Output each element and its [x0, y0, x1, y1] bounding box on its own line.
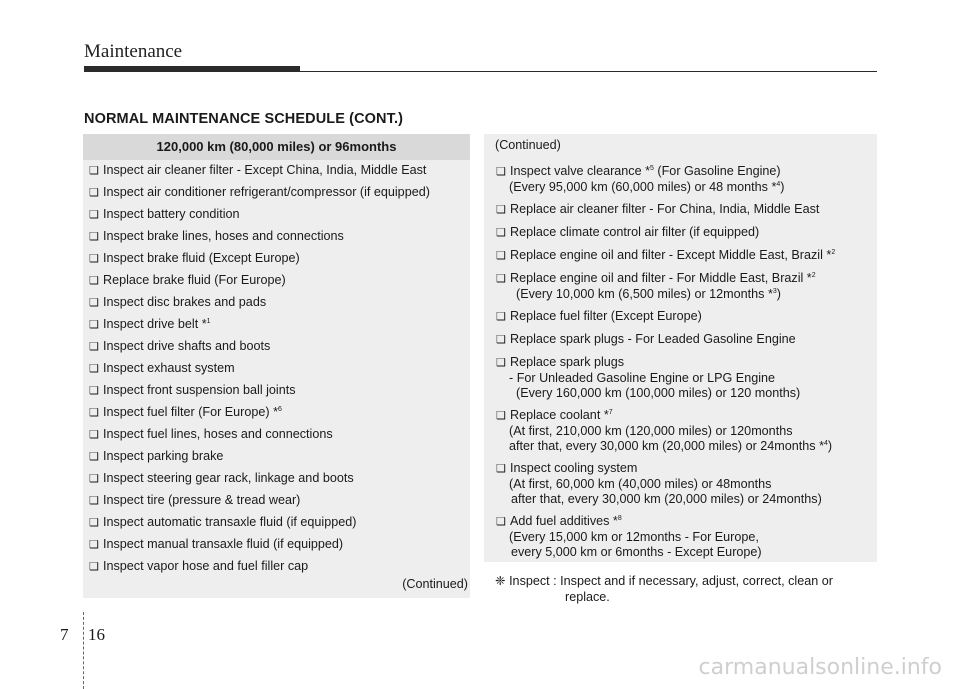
list-item: ❑ Inspect valve clearance *$^5$ (For Gasoline Engine) (Every 95,000 km (60,000 miles) or 48 months *$^4$) — [496, 164, 785, 194]
list-item — [89, 361, 467, 383]
list-item: ❑ Replace air cleaner filter - For China, India, Middle East — [496, 202, 820, 216]
checkbox-icon: ❑ — [496, 516, 506, 528]
checkbox-icon: ❑ — [89, 363, 99, 375]
checkbox-icon: ❑ — [89, 561, 99, 573]
checkbox-icon: ❑ — [496, 227, 506, 239]
note-symbol-icon: ❈ — [495, 574, 506, 588]
checkbox-icon: ❑ — [496, 273, 506, 285]
item-text: Inspect automatic transaxle fluid (if equipped) — [103, 515, 357, 529]
list-item: ❑ Replace spark plugs - For Unleaded Gasoline Engine or LPG Engine (Every 160,000 km (100,000 miles) or 120 months) — [496, 355, 801, 400]
left-continued-label: (Continued) — [402, 577, 468, 591]
list-item — [89, 295, 467, 317]
checkbox-icon: ❑ — [496, 357, 506, 369]
list-item — [89, 185, 467, 207]
list-item — [89, 515, 467, 537]
checkbox-icon: ❑ — [89, 385, 99, 397]
list-item: ❑ Replace engine oil and filter - Except Middle East, Brazil *$^2$ — [496, 248, 836, 262]
checkbox-icon: ❑ — [496, 410, 506, 422]
list-item — [89, 383, 467, 405]
list-item: ❑ Replace climate control air filter (if equipped) — [496, 225, 760, 239]
left-item-list — [89, 163, 467, 581]
checkbox-icon: ❑ — [89, 209, 99, 221]
inspect-note: ❈ Inspect : Inspect and if necessary, adjust, correct, clean or replace. — [495, 574, 833, 604]
item-text: Inspect steering gear rack, linkage and boots — [103, 471, 354, 485]
item-text: Inspect parking brake — [103, 449, 224, 463]
list-item — [89, 163, 467, 185]
checkbox-icon: ❑ — [89, 297, 99, 309]
list-item — [89, 251, 467, 273]
checkbox-icon: ❑ — [496, 334, 506, 346]
list-item — [89, 471, 467, 493]
list-item: ❑ Replace fuel filter (Except Europe) — [496, 309, 702, 323]
footer-divider — [83, 612, 84, 689]
checkbox-icon: ❑ — [89, 473, 99, 485]
list-item: ❑ Replace coolant *$^7$ (At first, 210,000 km (120,000 miles) or 120months after that, every 30,000 km (20,000 miles) or 24months *$^4$) — [496, 408, 833, 453]
list-item — [89, 449, 467, 471]
checkbox-icon: ❑ — [89, 231, 99, 243]
checkbox-icon: ❑ — [89, 341, 99, 353]
right-continued-label: (Continued) — [495, 138, 561, 152]
item-text: Inspect fuel lines, hoses and connections — [103, 427, 333, 441]
checkbox-icon: ❑ — [89, 165, 99, 177]
item-text: Inspect tire (pressure & tread wear) — [103, 493, 301, 507]
item-text: Inspect drive belt * — [103, 317, 207, 331]
checkbox-icon: ❑ — [496, 250, 506, 262]
checkbox-icon: ❑ — [89, 407, 99, 419]
checkbox-icon: ❑ — [89, 539, 99, 551]
footnote-ref: 6 — [277, 406, 282, 413]
watermark: carmanualsonline.info — [698, 655, 942, 680]
item-text: Inspect battery condition — [103, 207, 240, 221]
list-item — [89, 537, 467, 559]
page-number: 16 — [88, 625, 105, 644]
checkbox-icon: ❑ — [89, 429, 99, 441]
interval-header: 120,000 km (80,000 miles) or 96months — [83, 134, 470, 160]
list-item: ❑ Inspect cooling system (At first, 60,000 km (40,000 miles) or 48months after that, every 30,000 km (20,000 miles) or 24months) — [496, 461, 822, 506]
item-text: Inspect disc brakes and pads — [103, 295, 267, 309]
list-item — [89, 405, 467, 427]
checkbox-icon: ❑ — [496, 204, 506, 216]
schedule-heading: NORMAL MAINTENANCE SCHEDULE (CONT.) — [84, 111, 404, 127]
checkbox-icon: ❑ — [89, 253, 99, 265]
checkbox-icon: ❑ — [89, 187, 99, 199]
list-item: ❑ Add fuel additives *$^8$ (Every 15,000 km or 12months - For Europe, every 5,000 km or 6months - Except Europe) — [496, 514, 762, 559]
list-item — [89, 207, 467, 229]
right-item-list — [496, 164, 874, 567]
item-text: Inspect brake lines, hoses and connections — [103, 229, 344, 243]
list-item — [89, 339, 467, 361]
header-rule-thick — [84, 66, 300, 72]
list-item: ❑ Replace spark plugs - For Leaded Gasoline Engine — [496, 332, 796, 346]
section-title: Maintenance — [84, 41, 183, 62]
item-text: Replace brake fluid (For Europe) — [103, 273, 286, 287]
checkbox-icon: ❑ — [89, 495, 99, 507]
list-item — [89, 427, 467, 449]
checkbox-icon: ❑ — [89, 275, 99, 287]
list-item — [89, 273, 467, 295]
chapter-number: 7 — [60, 625, 69, 644]
item-text: Inspect air conditioner refrigerant/compressor (if equipped) — [103, 185, 430, 199]
item-text: Inspect brake fluid (Except Europe) — [103, 251, 300, 265]
checkbox-icon: ❑ — [496, 311, 506, 323]
list-item: ❑ Replace engine oil and filter - For Middle East, Brazil *$^2$ (Every 10,000 km (6,500 miles) or 12months *$^3$) — [496, 271, 816, 301]
checkbox-icon: ❑ — [89, 319, 99, 331]
checkbox-icon: ❑ — [89, 517, 99, 529]
list-item — [89, 229, 467, 251]
item-text: Inspect exhaust system — [103, 361, 235, 375]
item-text: Inspect air cleaner filter - Except China, India, Middle East — [103, 163, 427, 177]
item-text: Inspect fuel filter (For Europe) * — [103, 405, 278, 419]
item-text: Inspect vapor hose and fuel filler cap — [103, 559, 309, 573]
checkbox-icon: ❑ — [89, 451, 99, 463]
list-item — [89, 317, 467, 339]
checkbox-icon: ❑ — [496, 166, 506, 178]
item-text: Inspect front suspension ball joints — [103, 383, 296, 397]
item-text: Inspect drive shafts and boots — [103, 339, 271, 353]
header-rule-thin — [300, 71, 877, 72]
footnote-ref: 1 — [206, 318, 211, 325]
list-item — [89, 493, 467, 515]
checkbox-icon: ❑ — [496, 463, 506, 475]
item-text: Inspect manual transaxle fluid (if equipped) — [103, 537, 344, 551]
